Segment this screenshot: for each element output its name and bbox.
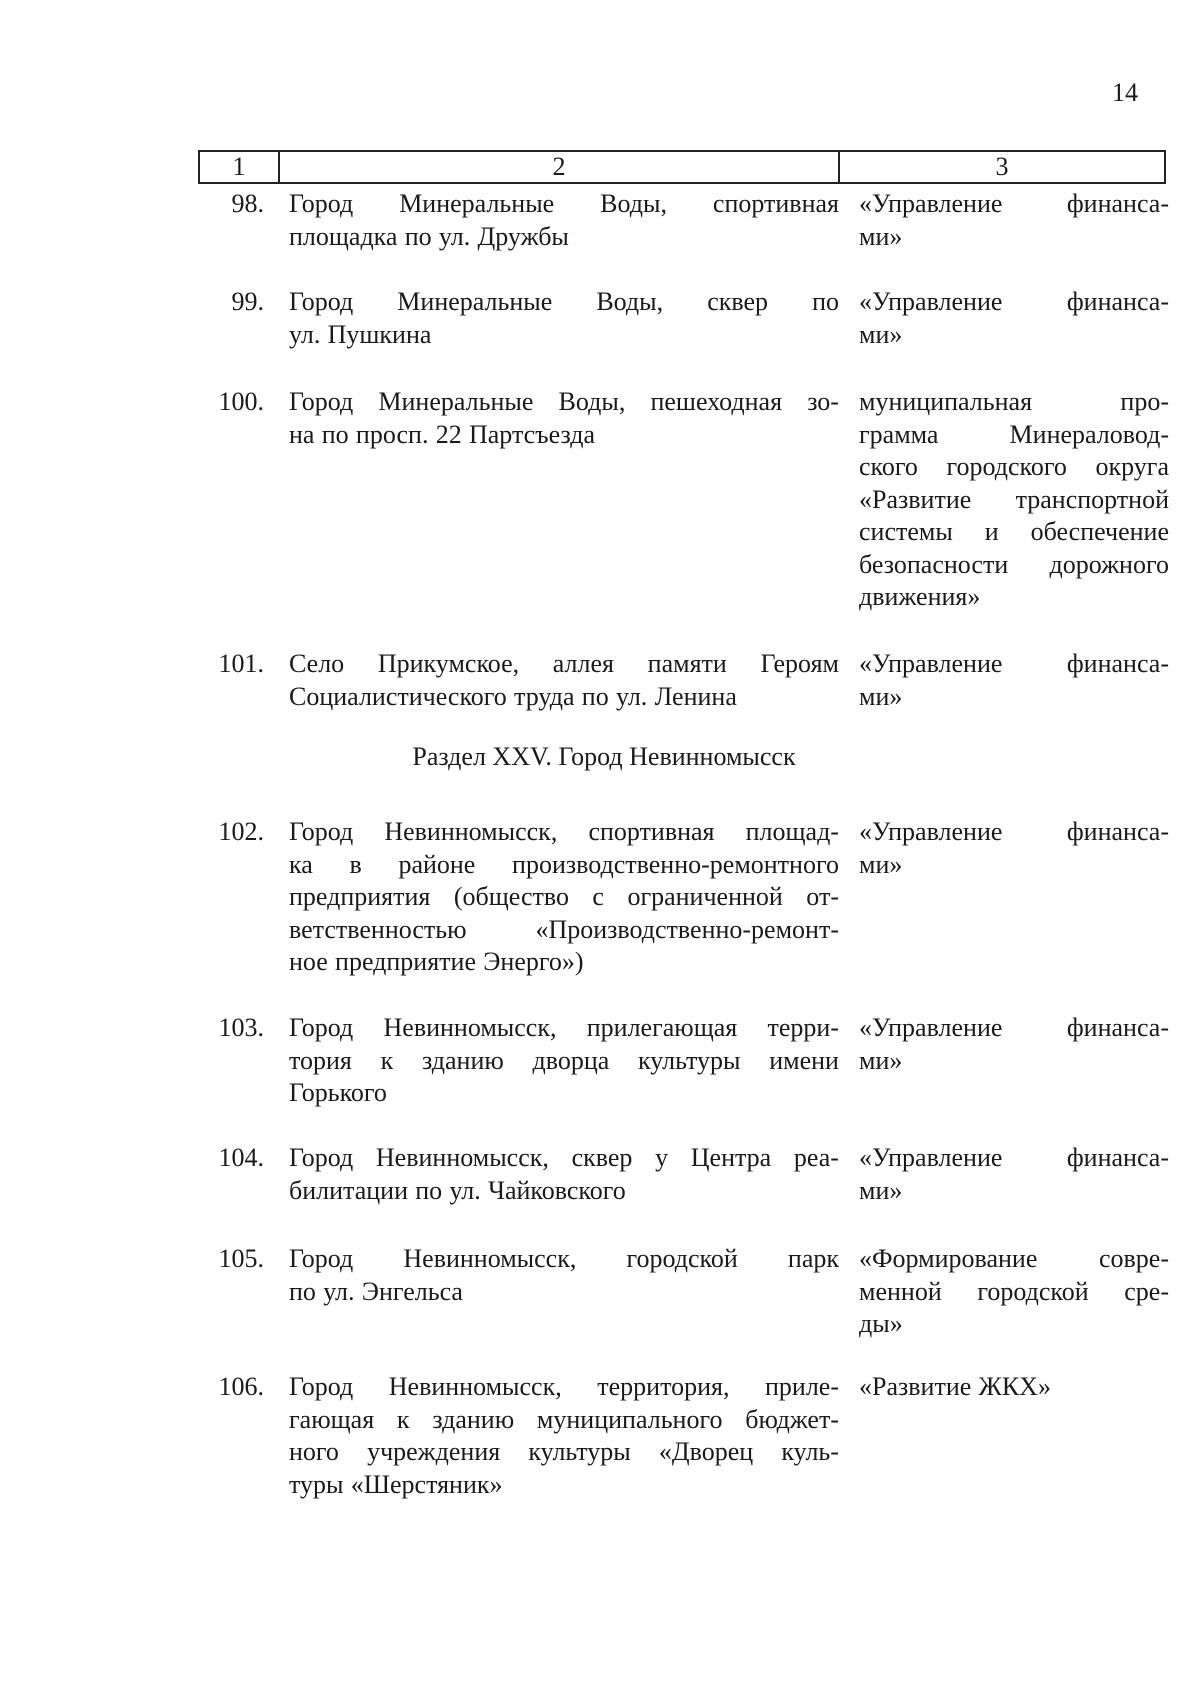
program-name [859,816,1169,979]
object-name-line: Город Минеральные Воды, спортивная [289,189,839,218]
object-name-line: предприятия (общество с ограниченной от- [289,882,839,911]
program-name-line: менной городской сре- [859,1276,1169,1306]
table-row [198,1371,1166,1501]
object-name-line: туры «Шерстяник» [289,1469,503,1499]
program-name-line: «Управление финанса- [859,287,1169,316]
object-name [289,816,839,979]
table-row [198,188,1169,253]
table-row [198,1012,1169,1110]
object-name-line: площадка по ул. Дружбы [289,221,569,251]
program-name [859,188,1169,253]
program-name [859,648,1169,713]
object-name-line: Город Невинномысск, прилегающая терри- [289,1013,839,1042]
object-name-line: Город Минеральные Воды, сквер по [289,287,839,316]
program-name-line: ского городского округа [859,452,1169,481]
program-name-line: движения» [859,582,981,611]
object-name [289,1371,839,1501]
object-name-line: по ул. Энгельса [289,1276,463,1306]
object-name [289,188,839,253]
program-name-line: «Развитие транспортной [859,484,1169,514]
program-name [859,1012,1169,1110]
object-name-line: тория к зданию дворца культуры имени [289,1045,839,1075]
program-name [859,1371,1169,1501]
table-row [198,1243,1169,1341]
program-name [859,386,1169,614]
object-name [289,1012,839,1110]
object-name-line: Город Минеральные Воды, пешеходная зо- [289,387,839,416]
program-name-line: «Управление финанса- [859,649,1169,678]
program-name-line: «Управление финанса- [859,189,1169,218]
program-name-line: ми» [859,1045,903,1075]
program-name-line: муниципальная про- [859,387,1169,416]
object-name-line: ул. Пушкина [289,319,432,349]
object-name [289,648,839,713]
program-name [859,1142,1169,1207]
object-name-line: Горького [289,1078,387,1107]
row-number: 105. [218,1244,264,1273]
program-name-line: «Управление финанса- [859,1143,1169,1172]
program-name-line: грамма Минераловод- [859,419,1169,449]
object-name-line: на по просп. 22 Партсъезда [289,419,596,449]
column-header-3: 3 [995,152,1009,181]
program-name-line: ми» [859,221,903,251]
row-number: 102. [218,817,264,846]
program-name-line: ды» [859,1309,903,1338]
table-row [198,648,1169,713]
program-name-line: ми» [859,681,903,711]
program-name-line: ми» [859,1175,903,1205]
object-name-line: ного учреждения культуры «Дворец куль- [289,1437,839,1466]
object-name-line: гающая к зданию муниципального бюджет- [289,1404,839,1434]
row-number: 106. [218,1372,264,1401]
column-header-1: 1 [200,152,280,182]
program-name [859,1243,1169,1341]
object-name-line: ка в районе производственно-ремонтного [289,849,839,879]
object-name-line: Социалистического труда по ул. Ленина [289,681,737,711]
program-name-line: безопасности дорожного [859,549,1169,579]
object-name-line: Город Невинномысск, сквер у Центра реа- [289,1143,839,1172]
program-name-line: ми» [859,849,903,879]
program-name-line: «Управление финанса- [859,817,1169,846]
object-name-line: ветственностью «Производственно-ремонт- [289,914,839,944]
program-name-line: «Развитие ЖКХ» [859,1372,1051,1401]
object-name [289,386,839,614]
object-name-line: Город Невинномысск, территория, приле- [289,1372,839,1401]
object-name [289,1142,839,1207]
object-name [289,1243,839,1341]
table-row [198,1142,1169,1207]
object-name [289,286,839,351]
row-number: 100. [218,387,264,416]
row-number: 98. [231,189,264,218]
table-row [198,386,1169,614]
table-row [198,286,1169,351]
program-name-line: ми» [859,319,903,349]
table-header [198,150,1166,184]
program-name-line: «Управление финанса- [859,1013,1169,1042]
table-row [198,816,1169,979]
object-name-line: билитации по ул. Чайковского [289,1175,626,1205]
row-number: 101. [218,649,264,678]
page-number: 14 [1112,78,1138,107]
program-name-line: «Формирование совре- [859,1244,1169,1273]
object-name-line: Село Прикумское, аллея памяти Героям [289,649,839,678]
program-name [859,286,1169,351]
column-header-2: 2 [280,152,840,182]
row-number: 104. [218,1143,264,1172]
object-name-line: Город Невинномысск, городской парк [289,1244,839,1273]
object-name-line: Город Невинномысск, спортивная площад- [289,817,839,846]
section-title: Раздел XXV. Город Невинномысск [412,742,796,771]
row-number: 99. [231,287,264,316]
object-name-line: ное предприятие Энерго») [289,947,584,976]
row-number: 103. [218,1013,264,1042]
program-name-line: системы и обеспечение [859,517,1169,546]
